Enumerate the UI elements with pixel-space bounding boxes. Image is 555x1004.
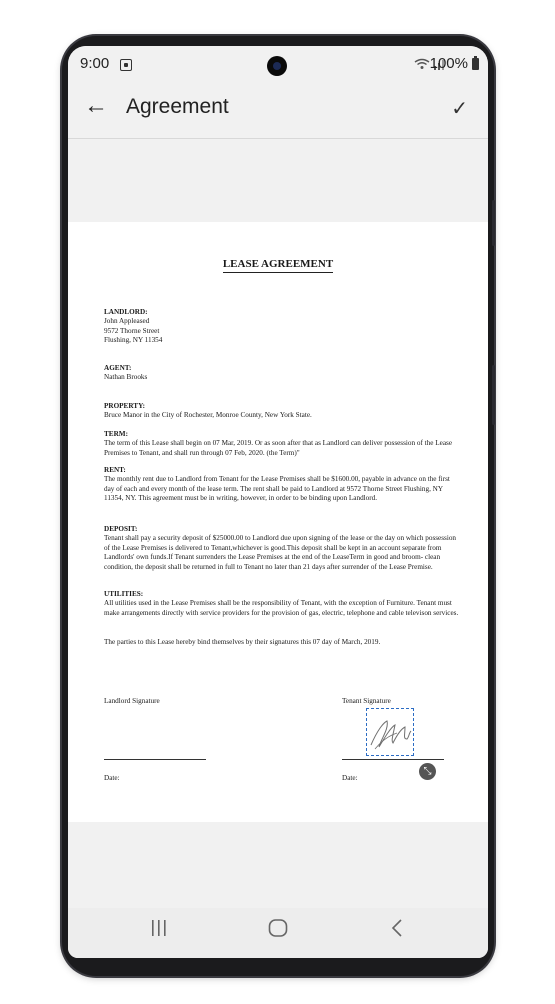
utilities-section: [104, 590, 460, 618]
battery-percent: 100%: [429, 55, 468, 72]
signature-drawing: [367, 709, 413, 755]
tenant-signature-label: Tenant Signature: [342, 697, 391, 705]
document-title: LEASE AGREEMENT: [68, 258, 488, 270]
check-icon[interactable]: ✓: [451, 98, 468, 120]
deposit-section: [104, 525, 460, 572]
agent-section: [104, 364, 460, 383]
section-heading: AGENT:: [104, 364, 132, 372]
section-heading: PROPERTY:: [104, 402, 146, 410]
status-bar: [68, 46, 488, 80]
section-heading: UTILITIES:: [104, 590, 144, 598]
tenant-signature-line: [342, 759, 444, 760]
document-page: [68, 222, 488, 822]
section-text: The monthly rent due to Landlord from Tenant for the Lease Premises shall be $1600.00, payable in advance on the first day of each and every month of the lease term. The rent shall be paid to Landlord at 9572 Thorne Street Flushing, NY 11354, NY. This agreement must be in writing, however, in order to be binding upon Landlord.: [104, 475, 450, 503]
section-heading: LANDLORD:: [104, 308, 148, 316]
screen: [68, 46, 488, 958]
battery-icon: [472, 58, 479, 70]
closing-statement: [104, 638, 460, 647]
section-text: Bruce Manor in the City of Rochester, Monroe County, New York State.: [104, 411, 312, 420]
navigation-bar: [68, 908, 488, 958]
landlord-city: Flushing, NY 11354: [104, 336, 163, 345]
agent-name: Nathan Brooks: [104, 373, 148, 382]
section-heading: TERM:: [104, 430, 128, 438]
rent-section: [104, 466, 460, 504]
section-text: The term of this Lease shall begin on 07 Mar, 2019. Or as soon after that as Landlord can deliver possession of the Lease Premises to Tenant, and shall run through 07 Feb, 2020. (the Term)": [104, 439, 453, 457]
landlord-address: 9572 Thorne Street: [104, 326, 160, 335]
front-camera: [267, 56, 287, 76]
home-icon[interactable]: [268, 918, 288, 944]
property-section: [104, 402, 460, 421]
back-nav-icon[interactable]: [390, 918, 404, 944]
status-time: 9:00: [80, 55, 110, 72]
section-heading: DEPOSIT:: [104, 525, 138, 533]
section-heading: RENT:: [104, 466, 126, 474]
landlord-signature-label: Landlord Signature: [104, 697, 160, 705]
landlord-name: John Appleased: [104, 317, 150, 326]
app-bar: [68, 80, 488, 139]
closing-text: The parties to this Lease hereby bind themselves by their signatures this 07 day of March, 2019.: [104, 638, 381, 646]
term-section: [104, 430, 460, 458]
arrow-left-icon[interactable]: ←: [84, 92, 108, 119]
power-button: [492, 365, 495, 425]
tenant-date-label: Date:: [342, 774, 358, 782]
notification-icon: [120, 59, 132, 71]
volume-button: [492, 200, 495, 246]
landlord-section: [104, 308, 460, 346]
section-text: All utilities used in the Lease Premises shall be the responsibility of Tenant, with the exception of Furniture. Tenant must make arrangements directly with service providers for the provision of gas, electric, telephone and cable televison services.: [104, 599, 459, 617]
landlord-signature-line: [104, 759, 206, 760]
landlord-date-label: Date:: [104, 774, 120, 782]
page-title: Agreement: [126, 95, 229, 118]
section-text: Tenant shall pay a security deposit of $25000.00 to Landlord due upon signing of the lease or the day on which possession of the Lease Premises is delivered to Tenant,whichever is good.This deposit shall be kept in an account separate from Landlords' own funds.If Tenant surrenders the Lease Premises at the end of the LeaseTerm in good and broom- clean condition, the deposit shall be returned in full to Tenant no later than 21 days after surrender of the Lease Premise.: [104, 534, 457, 571]
recents-icon[interactable]: [150, 918, 168, 944]
resize-handle-icon[interactable]: ⤡: [419, 763, 436, 780]
tenant-signature-field[interactable]: [366, 708, 414, 756]
